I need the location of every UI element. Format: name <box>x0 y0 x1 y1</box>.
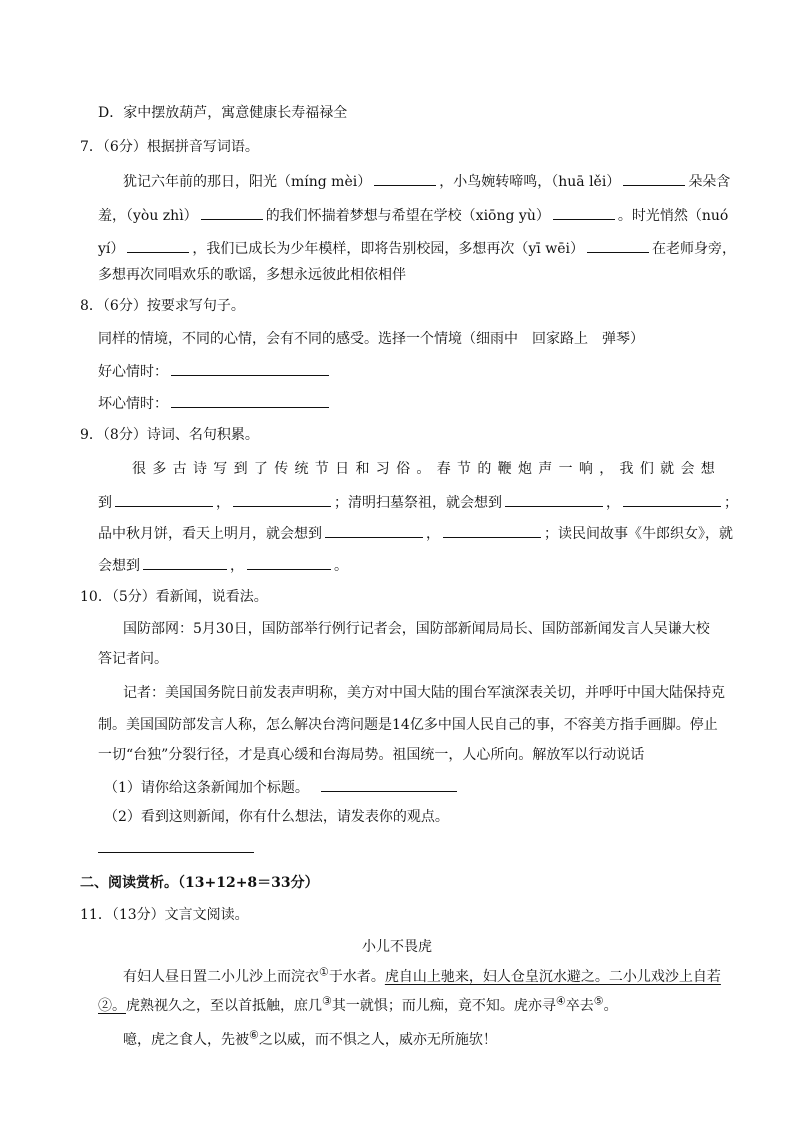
q10-header: 10．（5分）看新闻，说看法。 <box>80 589 268 605</box>
q10-news-line-3: 记者：美国国务院日前发表声明称，美方对中国大陆的围台军演深表关切，并呼吁中国大陆保持克 <box>123 685 725 701</box>
q9-line-3: 品中秋月饼，看天上明月，就会想到 ， ；读民间故事《牛郎织女》，就 <box>98 523 733 543</box>
answer-blank[interactable] <box>127 238 189 253</box>
q9-line-1-char: 传 <box>274 461 289 477</box>
answer-rule[interactable] <box>98 852 254 853</box>
q7-header: 7．（6分）根据拼音写词语。 <box>80 139 259 155</box>
answer-blank[interactable] <box>321 777 457 792</box>
q9-line-1-char: 和 <box>355 461 370 477</box>
q9-line-1-char: 鞭 <box>497 461 512 477</box>
note-marker: ⑥ <box>249 1028 259 1042</box>
q9-line-1-char: 炮 <box>517 461 532 477</box>
answer-blank[interactable] <box>233 492 331 507</box>
q9-line-1-char: 俗 <box>396 461 411 477</box>
q10-sub-2: （2）看到这则新闻，你有什么想法，请发表你的观点。 <box>104 809 449 825</box>
passage-title: 小儿不畏虎 <box>362 939 432 955</box>
passage-line-3: 噫，虎之食人，先被⑥之以威，而不惧之人，威亦无所施欤！ <box>123 1028 497 1048</box>
q9-line-1-char: 就 <box>660 461 675 477</box>
q9-line-1-char: 了 <box>253 461 268 477</box>
section-2-header: 二、阅读赏析。（13+12+8＝33分） <box>80 875 319 891</box>
note-marker: ① <box>319 965 329 979</box>
q9-line-1-char: 很 <box>132 461 146 477</box>
note-marker: ④ <box>555 994 566 1008</box>
q9-line-1-char: 响 <box>578 461 593 477</box>
q9-line-2: 到 ， ；清明扫墓祭祖，就会想到 ， ； <box>98 492 738 512</box>
q9-line-1-char: ， <box>599 461 614 477</box>
q9-line-1-char: 的 <box>477 461 492 477</box>
q9-line-1-char: 古 <box>172 461 187 477</box>
answer-blank[interactable] <box>201 205 263 220</box>
answer-blank[interactable] <box>505 492 603 507</box>
q9-line-1 <box>132 459 715 479</box>
note-marker: ⑤ <box>593 994 604 1008</box>
passage-line-1: 有妇人昼日置二小儿沙上而浣衣①于水者。虎自山上驰来，妇人仓皇沉水避之。二小儿戏沙上自若 <box>123 965 721 985</box>
answer-blank[interactable] <box>171 393 329 408</box>
q7-line-2: 羞，（yòu zhì） 的我们怀揣着梦想与希望在学校（xiōng yù） 。时光悄然（nuó <box>98 205 728 225</box>
q9-line-1-char: 一 <box>558 461 573 477</box>
answer-blank[interactable] <box>171 361 329 376</box>
q9-line-1-char: 想 <box>700 461 715 477</box>
q10-news-line-1: 国防部网：5月30日，国防部举行例行记者会，国防部新闻局局长、国防部新闻发言人吴谦大校 <box>123 621 710 637</box>
q9-line-1-char: 写 <box>213 461 228 477</box>
answer-blank[interactable] <box>587 238 649 253</box>
q8-bad-mood: 坏心情时： <box>98 393 332 413</box>
q8-header: 8．（6分）按要求写句子。 <box>80 298 245 314</box>
q9-line-1-char: 会 <box>680 461 695 477</box>
answer-blank[interactable] <box>143 555 227 570</box>
q9-line-1-char: 我 <box>619 461 634 477</box>
answer-blank[interactable] <box>623 171 685 186</box>
answer-blank[interactable] <box>443 523 541 538</box>
answer-blank[interactable] <box>623 492 721 507</box>
q7-line-4: 多想再次同唱欢乐的歌谣，多想永远彼此相依相伴 <box>98 267 406 283</box>
q10-news-line-4: 制。美国国防部发言人称，怎么解决台湾问题是14亿多中国人民自己的事，不容美方指手画脚。停止 <box>98 717 718 733</box>
answer-blank[interactable] <box>553 205 615 220</box>
q9-line-1-char: 节 <box>457 461 471 477</box>
q9-line-1-char: 习 <box>375 461 390 477</box>
q9-line-1-char: 日 <box>335 461 350 477</box>
q9-line-1-char: 。 <box>416 461 431 477</box>
answer-blank[interactable] <box>247 555 331 570</box>
q8-intro: 同样的情境，不同的心情，会有不同的感受。选择一个情境（细雨中 回家路上 弹琴） <box>98 331 644 347</box>
q10-news-line-5: 一切“台独”分裂行径，才是真心缓和台海局势。祖国统一，人心所向。解放军以行动说话 <box>98 747 645 763</box>
q8-good-mood: 好心情时： <box>98 361 332 381</box>
answer-blank[interactable] <box>374 171 436 186</box>
q9-header: 9．（8分）诗词、名句积累。 <box>80 427 259 443</box>
q6-option-d: D．家中摆放葫芦，寓意健康长寿福禄全 <box>98 105 348 121</box>
note-marker: ③ <box>322 994 332 1008</box>
q9-line-1-char: 春 <box>436 461 451 477</box>
q9-line-1-char: 到 <box>233 461 248 477</box>
q9-line-1-char: 多 <box>152 461 167 477</box>
q10-sub-1: （1）请你给这条新闻加个标题。 <box>104 777 460 797</box>
q11-header: 11．（13分）文言文阅读。 <box>80 907 249 923</box>
q9-line-1-char: 诗 <box>192 461 207 477</box>
q10-news-line-2: 答记者问。 <box>98 651 168 667</box>
q7-line-1: 犹记六年前的那日，阳光（míng mèi） ，小鸟婉转啼鸣，（huā lěi） 朵朵含 <box>123 171 730 191</box>
passage-line-2: ②。虎熟视久之，至以首抵触，庶几③其一就惧；而儿痴，竟不知。虎亦寻④卒去⑤。 <box>98 994 618 1014</box>
q9-line-1-char: 节 <box>314 461 329 477</box>
q9-line-1-char: 声 <box>538 461 553 477</box>
q9-line-1-char: 统 <box>294 461 309 477</box>
q7-line-3: yí） ，我们已成长为少年模样，即将告别校园，多想再次（yī wēi） 在老师身旁， <box>98 238 736 258</box>
answer-blank[interactable] <box>115 492 213 507</box>
answer-blank[interactable] <box>325 523 423 538</box>
q9-line-4: 会想到 ， 。 <box>98 555 348 575</box>
note-marker: ② <box>98 998 112 1014</box>
q9-line-1-char: 们 <box>639 461 654 477</box>
